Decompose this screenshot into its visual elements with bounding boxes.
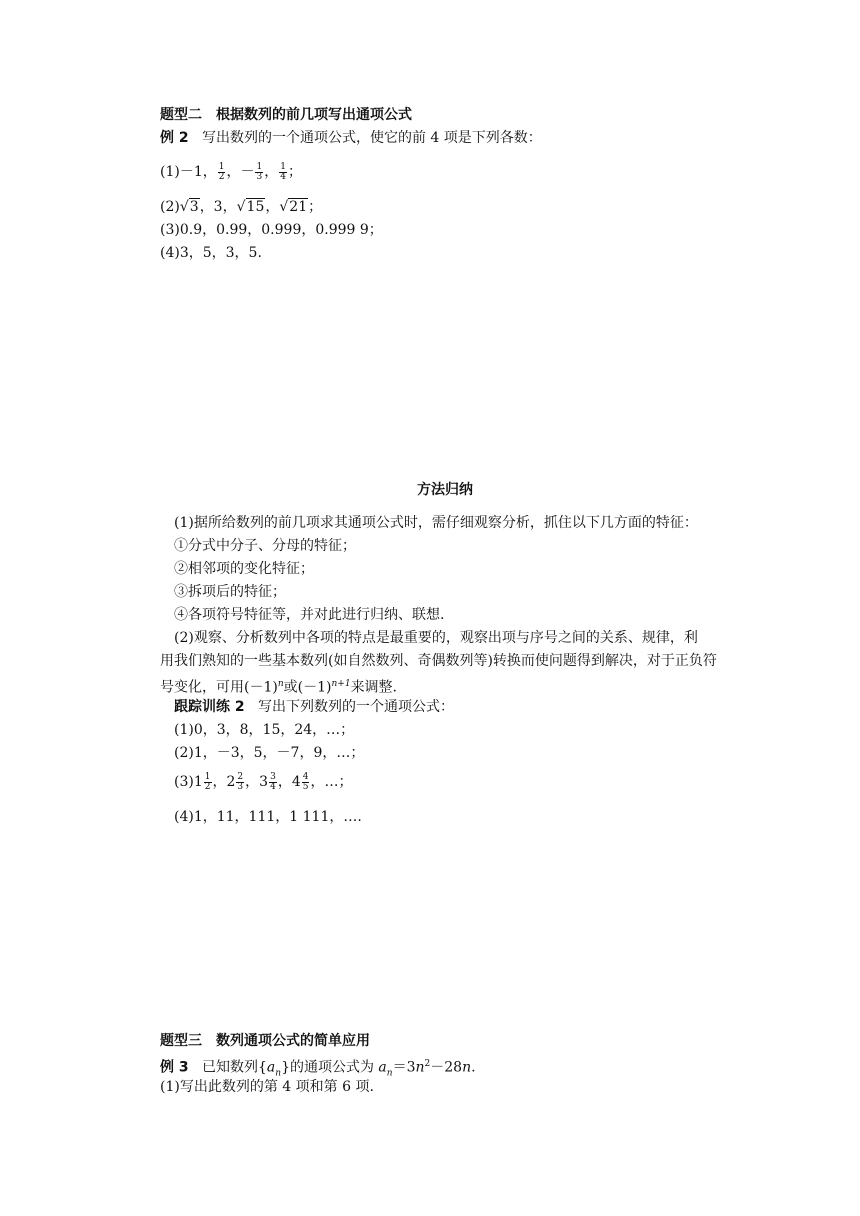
practice-label: 跟踪训练 2 — [174, 699, 245, 715]
method-point-3: ③拆项后的特征； — [174, 584, 286, 600]
method-title: 方法归纳 — [417, 482, 473, 498]
example-2-item-2: (2)√3，3，√15，√21； — [160, 199, 323, 215]
practice-item-3: (3)1 $\frac{1}{2}$ ，2 $\frac{2}{3}$ ，3 $\frac{3}{4}$ ，4 $\frac{4}{5}$ ，…； — [174, 771, 353, 792]
example-3: 例 3 已知数列$\{a_n\}$的通项公式为 $a_n=3n^2-28n$. — [160, 1059, 476, 1079]
method-point-4: ④各项符号特征等，并对此进行归纳、联想. — [174, 607, 445, 623]
practice-text: 写出下列数列的一个通项公式： — [257, 699, 454, 715]
example-label: 例 2 — [160, 130, 189, 146]
method-para-2a: (2)观察、分析数列中各项的特点是最重要的，观察出项与序号之间的关系、规律，利 — [174, 630, 698, 646]
method-point-2: ②相邻项的变化特征； — [174, 561, 314, 577]
method-para-2b: 用我们熟知的一些基本数列(如自然数列、奇偶数列等)转换而使问题得到解决，对于正负符 — [160, 653, 717, 669]
method-point-1: ①分式中分子、分母的特征； — [174, 538, 356, 554]
practice-item-1: (1)0，3，8，15，24，…； — [174, 722, 355, 738]
method-para-1: (1)据所给数列的前几项求其通项公式时，需仔细观察分析，抓住以下几方面的特征： — [174, 515, 698, 531]
method-para-2c: 号变化，可用$(-1)^n$或$(-1)^{n+1}$来调整. — [160, 679, 398, 696]
section-title-3: 题型三 数列通项公式的简单应用 — [160, 1033, 370, 1049]
example-3-label: 例 3 — [160, 1059, 189, 1076]
practice-2 — [174, 697, 454, 717]
example-text: 写出数列的一个通项公式，使它的前 4 项是下列各数： — [201, 130, 542, 146]
practice-item-2: (2)1，－3，5，－7，9，…； — [174, 745, 365, 761]
example-2 — [160, 128, 542, 148]
example-2-item-1: (1)－1， $\frac{1}{2}$ ，－ $\frac{1}{3}$ ， $\frac{1}{4}$ ； — [160, 161, 302, 182]
example-3-question-1: (1)写出此数列的第 4 项和第 6 项. — [160, 1079, 374, 1095]
example-2-item-3: (3)0.9，0.99，0.999，0.999 9； — [160, 222, 383, 238]
section-title-2: 题型二 根据数列的前几项写出通项公式 — [160, 107, 412, 123]
practice-item-4: (4)1，11，111，1 111，…. — [174, 809, 362, 825]
example-2-item-4: (4)3，5，3，5. — [160, 245, 262, 261]
